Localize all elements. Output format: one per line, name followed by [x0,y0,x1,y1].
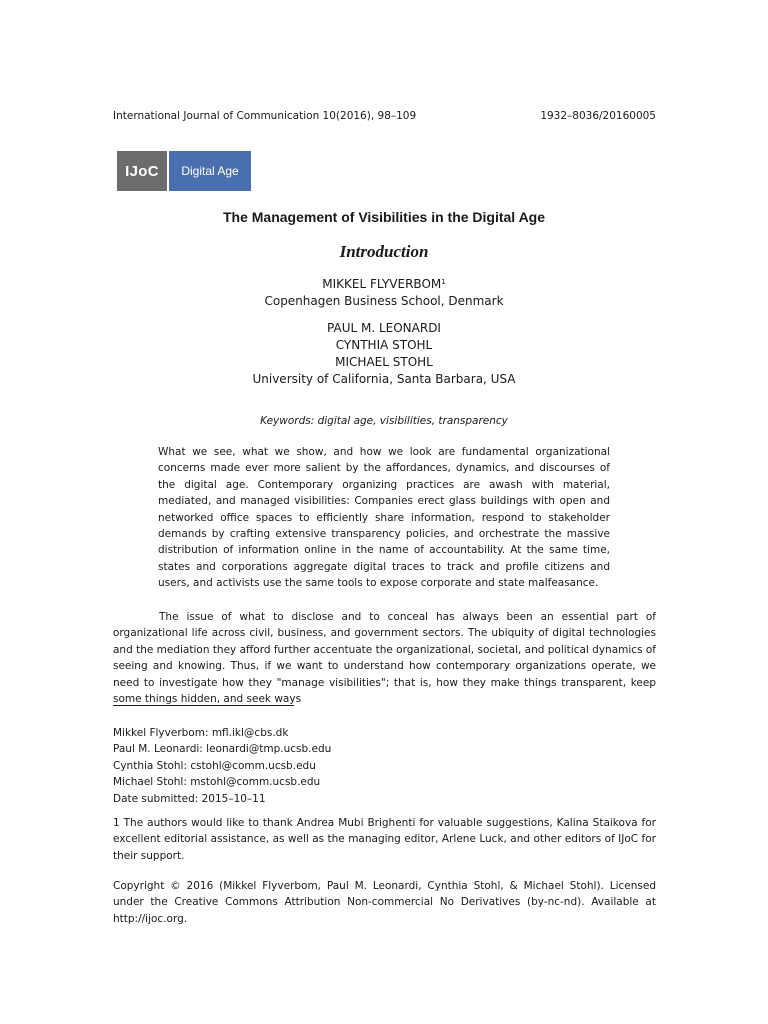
logo-digital-age: Digital Age [169,151,251,191]
issn: 1932–8036/20160005 [540,110,656,122]
abstract: What we see, what we show, and how we look are fundamental organizational concerns made ever more salient by the affordances, dynamics, and discourses of the digital age. Contemporary organizing practices are awash with material, mediated, and managed visibilities: Companies erect glass buildings with open and networked office spaces to efficiently share information, respond to stakeholder demands by crafting extensive transparency policies, and orchestrate the massive distribution of information online in the name of accountability. At the same time, states and corporations aggregate digital traces to track and profile citizens and users, and activists use the same tools to expose corporate and state malfeasance. [158,446,610,590]
contact-line: Michael Stohl: mstohl@comm.ucsb.edu [113,776,321,789]
copyright-notice: Copyright © 2016 (Mikkel Flyverbom, Paul M. Leonardi, Cynthia Stohl, & Michael Stohl). Licensed under the Creative Commons Attribution Non-commercial No Derivatives (by-nc-nd). Available at http://ijoc.org. [113,880,656,925]
author-contacts [113,725,331,807]
running-header [113,110,656,122]
contact-line: Mikkel Flyverbom: mfl.ikl@cbs.dk [113,727,289,739]
footnote: 1 The authors would like to thank Andrea Mubi Brighenti for valuable suggestions, Kalina Staikova for excellent editorial assistance, as well as the managing editor, Arlene Luck, and other editors of IJoC for their support. [113,817,656,862]
author-affiliation: Copenhagen Business School, Denmark [264,294,504,308]
journal-citation: International Journal of Communication 10(2016), 98–109 [113,110,417,122]
author-name: MIKKEL FLYVERBOM$^1$ [322,277,446,291]
date-submitted: Date submitted: 2015–10–11 [113,792,266,805]
contact-line: Paul M. Leonardi: leonardi@tmp.ucsb.edu [113,743,332,756]
journal-logo [117,151,251,191]
author-group-1 [0,276,768,310]
footnote-rule [113,705,294,706]
body-paragraph: The issue of what to disclose and to conceal has always been an essential part of organizational life across civil, business, and government sectors. The ubiquity of digital technologies and the mediation they afford further accentuate the organizational, societal, and political dynamics of seeing and knowing. Thus, if we want to understand how contemporary organizations operate, we need to investigate how they "manage visibilities"; that is, how they make things transparent, keep some things hidden, and seek ways [113,611,656,706]
contact-line: Cynthia Stohl: cstohl@comm.ucsb.edu [113,759,316,772]
logo-ijoc: IJoC [117,151,167,191]
author-name: MICHAEL STOHL [335,355,433,369]
footnote-mark: 1 [441,278,446,286]
article-title: The Management of Visibilities in the Digital Age [222,209,546,225]
author-name: PAUL M. LEONARDI [327,321,441,335]
keywords: Keywords: digital age, visibilities, transparency [260,415,508,427]
author-affiliation: University of California, Santa Barbara, USA [252,372,516,386]
author-group-2 [0,320,768,388]
author-name: CYNTHIA STOHL [335,338,433,352]
article-subtitle: Introduction [339,242,429,261]
